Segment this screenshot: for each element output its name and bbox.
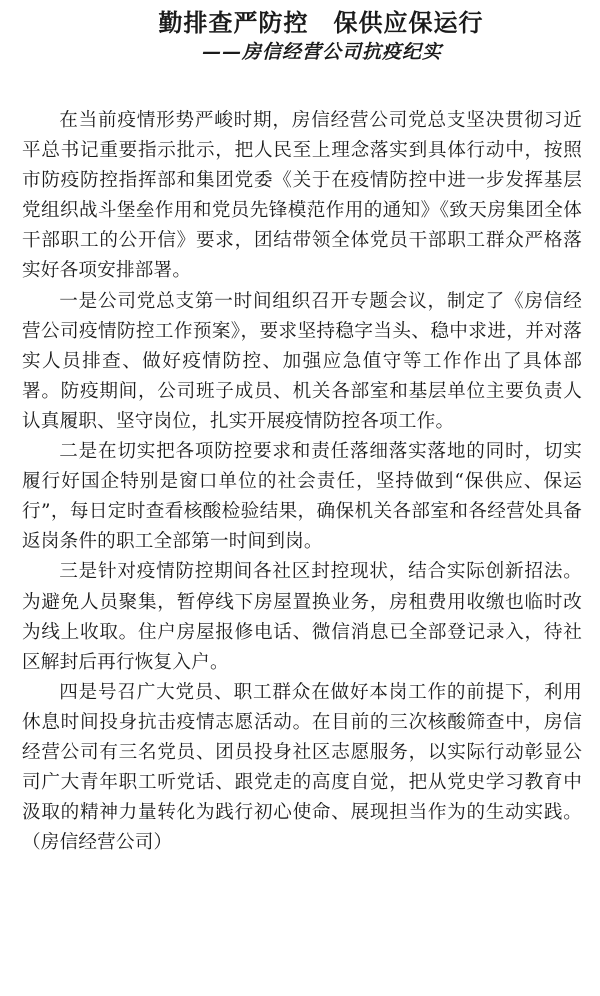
paragraph-point-one: 一是公司党总支第一时间组织召开专题会议，制定了《房信经营公司疫情防控工作预案》，要求坚持稳字当头、稳中求进，并对落实人员排查、做好疫情防控、加强应急值守等工作作出了具体部署。防疫期间，公司班子成员、机关各部室和基层单位主要负责人认真履职、坚守岗位，扎实开展疫情防控各项工作。 [22, 290, 582, 432]
article-title: 勤排查严防控 保供应保运行 [158, 9, 484, 37]
paragraph-point-three: 三是针对疫情防控期间各社区封控现状，结合实际创新招法。为避免人员聚集，暂停线下房屋置换业务，房租费用收缴也临时改为线上收取。住户房屋报修电话、微信消息已全部登记录入，待社区解封后再行恢复入户。 [22, 561, 582, 673]
article-body [22, 106, 582, 858]
paragraph-intro: 在当前疫情形势严峻时期，房信经营公司党总支坚决贯彻习近平总书记重要指示批示，把人民至上理念落实到具体行动中，按照市防疫防控指挥部和集团党委《关于在疫情防控中进一步发挥基层党组织战斗堡垒作用和党员先锋模范作用的通知》《致天房集团全体干部职工的公开信》要求，团结带领全体党员干部职工群众严格落实好各项安排部署。 [22, 110, 582, 282]
article-subtitle: ——房信经营公司抗疫纪实 [201, 41, 442, 63]
paragraph-point-two: 二是在切实把各项防控要求和责任落细落实落地的同时，切实履行好国企特别是窗口单位的社会责任，坚持做到“保供应、保运行”，每日定时查看核酸检验结果，确保机关各部室和各经营处具备返岗条件的职工全部第一时间到岗。 [22, 441, 582, 553]
paragraph-point-four: 四是号召广大党员、职工群众在做好本岗工作的前提下，利用休息时间投身抗击疫情志愿活动。在目前的三次核酸筛查中，房信经营公司有三名党员、团员投身社区志愿服务，以实际行动彰显公司广大青年职工听党话、跟党走的高度自觉，把从党史学习教育中汲取的精神力量转化为践行初心使命、展现担当作为的生动实践。（房信经营公司） [22, 681, 582, 854]
